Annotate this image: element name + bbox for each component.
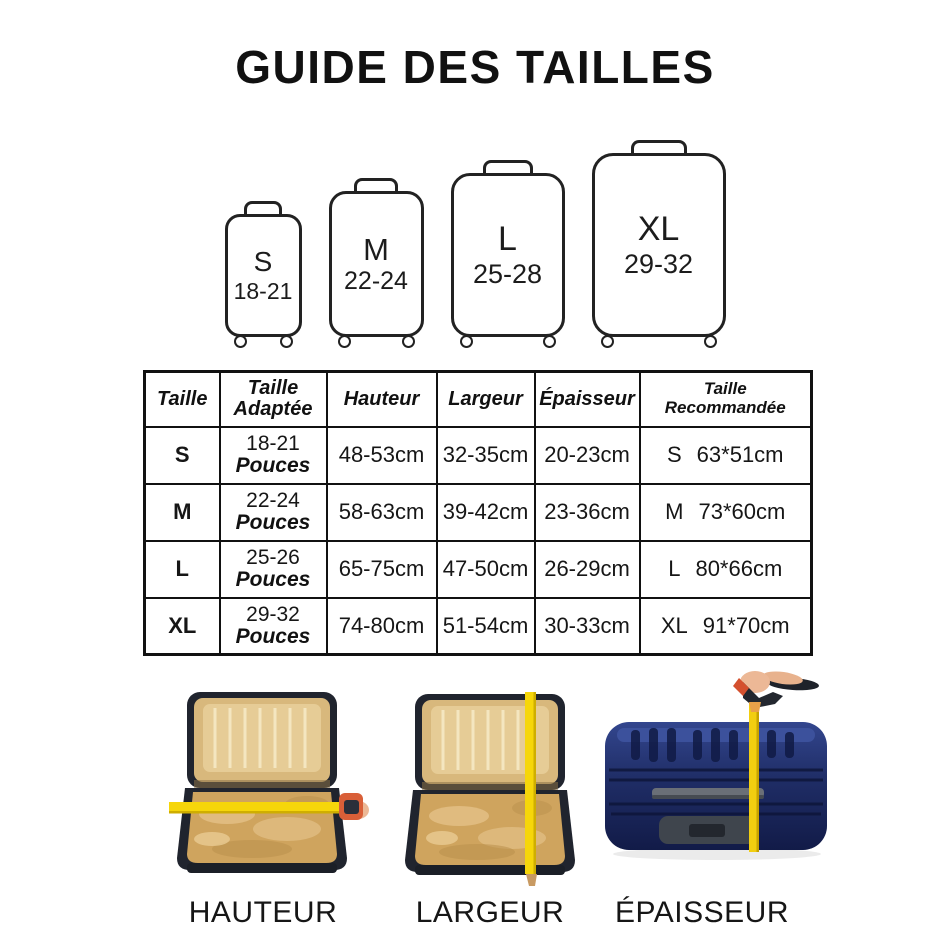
suitcase-icon-l: [451, 160, 565, 348]
open-suitcase-horizontal-tape-illustration: [157, 684, 369, 882]
header-taille-adaptee: Taille Adaptée: [220, 372, 327, 427]
size-letter: XL: [637, 209, 680, 248]
cell-epaisseur: 26-29cm: [535, 541, 640, 598]
suitcase-body-outline: [451, 173, 565, 337]
table-row-xl: [145, 598, 812, 655]
lid-ribs: [443, 710, 533, 770]
header-epaisseur: Épaisseur: [535, 372, 640, 427]
cell-hauteur: 58-63cm: [327, 484, 437, 541]
table-row-s: [145, 427, 812, 484]
shell-ridges: [631, 728, 794, 762]
cell-hauteur: 48-53cm: [327, 427, 437, 484]
cell-largeur: 47-50cm: [437, 541, 535, 598]
cell-hauteur: 65-75cm: [327, 541, 437, 598]
suitcase-body-outline: [592, 153, 726, 337]
cell-largeur: 32-35cm: [437, 427, 535, 484]
suitcase-icon-s: [225, 201, 302, 348]
cell-taille-adaptee: 22-24 Pouces: [220, 484, 327, 541]
size-range: 22-24: [344, 267, 408, 296]
closed-suitcase-thickness-illustration: [597, 658, 847, 880]
cell-taille: XL: [145, 598, 220, 655]
suitcase-icon-m: [329, 178, 424, 348]
table-row-l: [145, 541, 812, 598]
cell-taille-recommandee: S 63*51cm: [640, 427, 812, 484]
cell-largeur: 39-42cm: [437, 484, 535, 541]
cell-taille-recommandee: XL 91*70cm: [640, 598, 812, 655]
header-hauteur: Hauteur: [327, 372, 437, 427]
photo-hauteur-measure: [157, 684, 369, 887]
tape-measure-case: [339, 793, 369, 820]
size-letter: M: [363, 231, 389, 267]
table-row-m: [145, 484, 812, 541]
cell-epaisseur: 20-23cm: [535, 427, 640, 484]
page-title: GUIDE DES TAILLES: [235, 41, 715, 93]
cell-taille: S: [145, 427, 220, 484]
cell-epaisseur: 30-33cm: [535, 598, 640, 655]
suitcase-body-outline: [225, 214, 302, 337]
cell-largeur: 51-54cm: [437, 598, 535, 655]
header-taille: Taille: [145, 372, 220, 427]
cell-taille-recommandee: M 73*60cm: [640, 484, 812, 541]
photo-epaisseur-measure: [597, 658, 847, 885]
size-range: 29-32: [623, 249, 694, 280]
cell-taille: L: [145, 541, 220, 598]
cell-taille-recommandee: L 80*66cm: [640, 541, 812, 598]
size-range: 25-28: [472, 259, 543, 290]
cell-taille: M: [145, 484, 220, 541]
cell-taille-adaptee: 18-21 Pouces: [220, 427, 327, 484]
header-taille-recommandee: Taille Recommandée: [640, 372, 812, 427]
label-hauteur: HAUTEUR: [188, 896, 338, 929]
header-largeur: Largeur: [437, 372, 535, 427]
cell-epaisseur: 23-36cm: [535, 484, 640, 541]
label-epaisseur: ÉPAISSEUR: [615, 896, 789, 929]
table-header-row: [145, 372, 812, 427]
suitcase-icons-row: [0, 130, 950, 348]
size-letter: S: [253, 246, 273, 278]
size-range: 18-21: [233, 278, 293, 305]
cell-taille-adaptee: 29-32 Pouces: [220, 598, 327, 655]
open-suitcase-vertical-tape-illustration: [387, 688, 593, 886]
size-letter: L: [498, 219, 517, 258]
lid-ribs: [215, 708, 305, 768]
cell-hauteur: 74-80cm: [327, 598, 437, 655]
cell-taille-adaptee: 25-26 Pouces: [220, 541, 327, 598]
tape-tassel: [526, 874, 537, 886]
suitcase-body-outline: [329, 191, 424, 337]
hand-holding-tape: [733, 669, 819, 712]
suitcase-icon-xl: [592, 140, 726, 348]
size-table: [143, 370, 813, 656]
photo-largeur-measure: [387, 688, 593, 891]
label-largeur: LARGEUR: [415, 896, 565, 929]
